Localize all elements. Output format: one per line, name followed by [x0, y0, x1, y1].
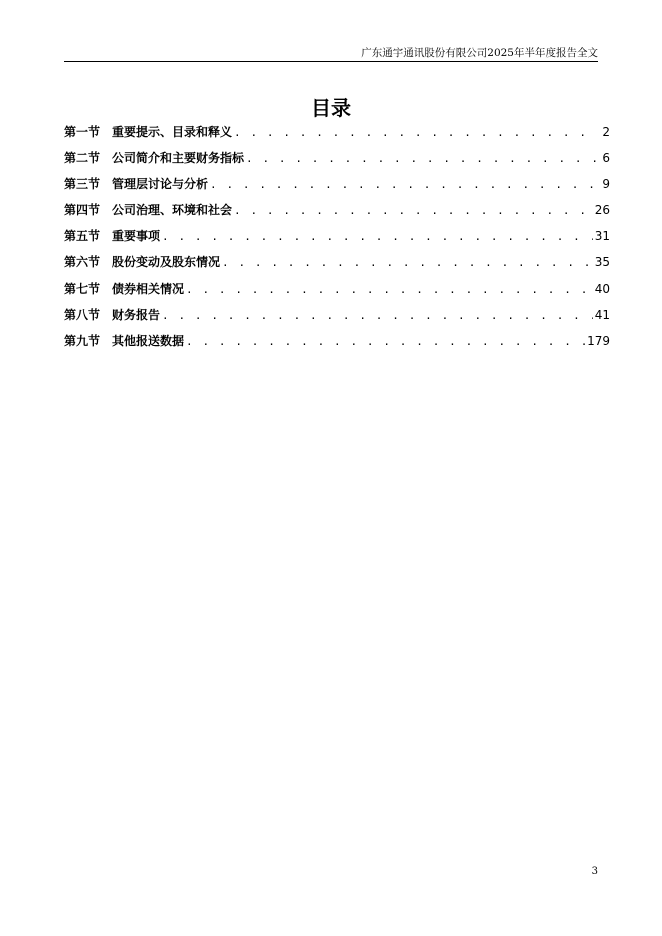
toc-item-9[interactable] — [64, 332, 610, 358]
toc-item-3[interactable] — [64, 175, 610, 201]
toc-item-5[interactable] — [64, 227, 610, 253]
toc-title: 目录 — [311, 96, 351, 120]
toc-item-title: 管理层讨论与分析 — [112, 177, 209, 192]
toc-leader-dots — [186, 283, 593, 296]
toc-item-number: 第四节 — [64, 203, 101, 218]
toc-leader-dots — [246, 152, 598, 165]
toc-leader-dots — [210, 178, 598, 191]
toc-item-page: 179 — [587, 333, 610, 348]
toc-item-number: 第三节 — [64, 177, 101, 192]
toc-item-title: 其他报送数据 — [112, 333, 185, 348]
toc-item-7[interactable] — [64, 280, 610, 306]
toc-item-8[interactable] — [64, 306, 610, 332]
page-number: 3 — [591, 866, 598, 877]
toc-item-number: 第五节 — [64, 229, 101, 244]
toc-item-title: 股份变动及股东情况 — [112, 255, 221, 270]
toc-leader-dots — [234, 126, 598, 139]
toc-item-page: 41 — [594, 307, 610, 322]
toc-leader-dots — [222, 256, 593, 269]
toc-item-page: 40 — [594, 281, 610, 296]
toc-item-1[interactable] — [64, 123, 610, 149]
toc-leader-dots — [162, 309, 593, 322]
toc-item-page: 26 — [594, 203, 610, 218]
toc-item-number: 第七节 — [64, 281, 101, 296]
toc-item-page: 9 — [602, 177, 610, 192]
toc-item-number: 第二节 — [64, 151, 101, 166]
toc-item-title: 公司简介和主要财务指标 — [112, 151, 245, 166]
toc-item-title: 债券相关情况 — [112, 281, 185, 296]
toc-item-page: 31 — [594, 229, 610, 244]
toc-item-2[interactable] — [64, 149, 610, 175]
toc-item-4[interactable] — [64, 201, 610, 227]
toc-item-number: 第一节 — [64, 125, 101, 139]
toc-item-page: 2 — [602, 125, 610, 139]
toc-item-page: 35 — [594, 255, 610, 270]
toc-item-number: 第九节 — [64, 333, 101, 348]
toc-leader-dots — [162, 230, 593, 243]
toc-item-title: 重要事项 — [112, 229, 161, 244]
toc-item-title: 财务报告 — [112, 307, 161, 322]
toc-leader-dots — [234, 204, 593, 217]
toc-item-number: 第八节 — [64, 307, 101, 322]
running-header: 广东通宇通讯股份有限公司2025年半年度报告全文 — [361, 47, 598, 59]
table-of-contents — [64, 123, 610, 358]
header-rule — [64, 61, 598, 62]
toc-item-page: 6 — [602, 151, 610, 166]
toc-item-title: 重要提示、目录和释义 — [112, 125, 233, 139]
toc-item-title: 公司治理、环境和社会 — [112, 203, 233, 218]
toc-item-number: 第六节 — [64, 255, 101, 270]
toc-item-6[interactable] — [64, 253, 610, 279]
toc-leader-dots — [186, 335, 585, 348]
